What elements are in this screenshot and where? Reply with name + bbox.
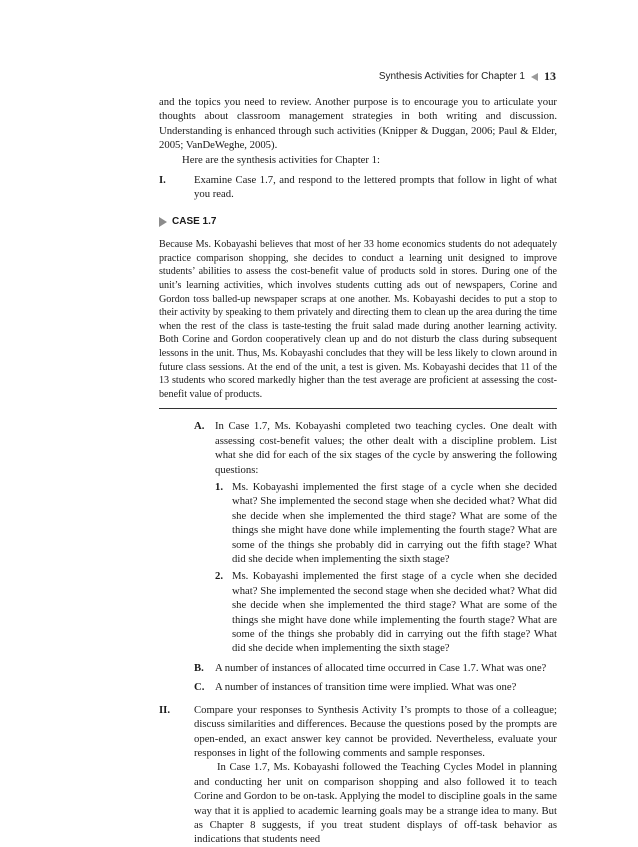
intro-lead-in: Here are the synthesis activities for Chapter 1:	[182, 153, 380, 166]
activity-2-body	[194, 703, 557, 847]
prompt-a	[194, 419, 557, 656]
prompt-b-label: B.	[194, 661, 204, 674]
activity-2	[159, 703, 557, 847]
play-triangle-icon	[159, 217, 167, 227]
page-body	[159, 95, 557, 847]
prompt-a-item-1	[215, 480, 557, 566]
prompt-c-text: A number of instances of transition time were implied. What was one?	[215, 681, 517, 694]
prompt-a-body	[215, 419, 557, 656]
running-title: Synthesis Activities for Chapter 1	[378, 71, 525, 82]
running-header	[379, 69, 556, 84]
activity-2-text: Compare your responses to Synthesis Activity I’s prompts to those of a colleague; discuss similarities and differences. Because the questions posed by the prompts are open-ended, an exact answer key cannot be provided. Nevertheless, evaluate your responses in light of the following comments and sample responses.	[194, 703, 557, 759]
case-title: CASE 1.7	[172, 215, 217, 227]
prompt-c	[194, 680, 557, 694]
case-heading	[159, 215, 557, 229]
case-text: Because Ms. Kobayashi believes that most of her 33 home economics students do not adequately practice comparison shopping, she decides to conduct a learning unit designed to improve students’ abilities to assess the cost-benefit value of products sold in stores. During one of the unit’s learning activities, which involves students cutting ads out of newspapers, Corine and Gordon toss balled-up newspaper scraps at one another. Ms. Kobayashi decides to put a stop to their activity by speaking to them privately and directing them to clean up the area during the time when the rest of the class is taste-testing the fruit salad made during another learning activity. Both Corine and Gordon cooperatively clean up and do not disturb the class during subsequent lessons in the unit. Thus, Ms. Kobayashi concludes that they will be less likely to clown around in future class sessions. At the end of the unit, a test is given. Ms. Kobayashi decides that 11 of the 13 students who scored markedly higher than the test average are proficient at assessing the cost-benefit value of products.	[159, 238, 557, 409]
prompt-a-item-2	[215, 569, 557, 655]
intro-paragraph: and the topics you need to review. Another purpose is to encourage you to articulate your thoughts about classroom management strategies in both writing and discussion. Understanding is enhanced through such activities (Knipper & Duggan, 2006; Paul & Elder, 2005; VanDeWeghe, 2005).	[159, 96, 557, 152]
page-number: 13	[544, 69, 556, 83]
prompt-a-label: A.	[194, 420, 205, 433]
prompt-a-text: In Case 1.7, Ms. Kobayashi completed two teaching cycles. One dealt with assessing cost-benefit values; the other dealt with a discipline problem. List what she did for each of the six stages of the cycle by answering the following questions:	[215, 420, 557, 476]
prompt-a-item-2-label: 2.	[215, 570, 224, 583]
activity-1	[159, 173, 557, 202]
prompt-b-text: A number of instances of allocated time occurred in Case 1.7. What was one?	[215, 661, 547, 674]
activity-1-label: I.	[159, 174, 166, 187]
prompt-a-item-1-text: Ms. Kobayashi implemented the first stage of a cycle when she decided what? She implemented the second stage when she decided what? What did she decide when she implemented the third stage? What are some of the things she might have done while implementing the fourth stage? What are some of the things she probably did in carrying out the fifth stage? What did she decide when implementing the sixth stage?	[232, 481, 557, 566]
activity-2-label: II.	[159, 703, 170, 716]
prompt-a-item-1-label: 1.	[215, 481, 224, 493]
activity-1-text: Examine Case 1.7, and respond to the lettered prompts that follow in light of what you read.	[194, 174, 557, 201]
prompt-b	[194, 661, 557, 675]
prompt-c-label: C.	[194, 681, 205, 694]
activity-2-continuation: In Case 1.7, Ms. Kobayashi followed the Teaching Cycles Model in planning and conducting her unit on comparison shopping and also followed it to teach Corine and Gordon to be on-task. Applying the model to discipline goals in the same way that it is applied to academic learning goals may be a strange idea to many. But as Chapter 8 suggests, if you treat student displays of off-task behavior as indications that students need	[194, 761, 557, 846]
left-triangle-icon	[531, 73, 538, 81]
prompt-a-item-2-text: Ms. Kobayashi implemented the first stage of a cycle when she decided what? She implemented the second stage when she decided what? What did she decide when she implemented the third stage? What are some of the things she might have done while implementing the fourth stage? What are some of the things she probably did in carrying out the fifth stage? What did she decide when implementing the sixth stage?	[232, 570, 557, 655]
